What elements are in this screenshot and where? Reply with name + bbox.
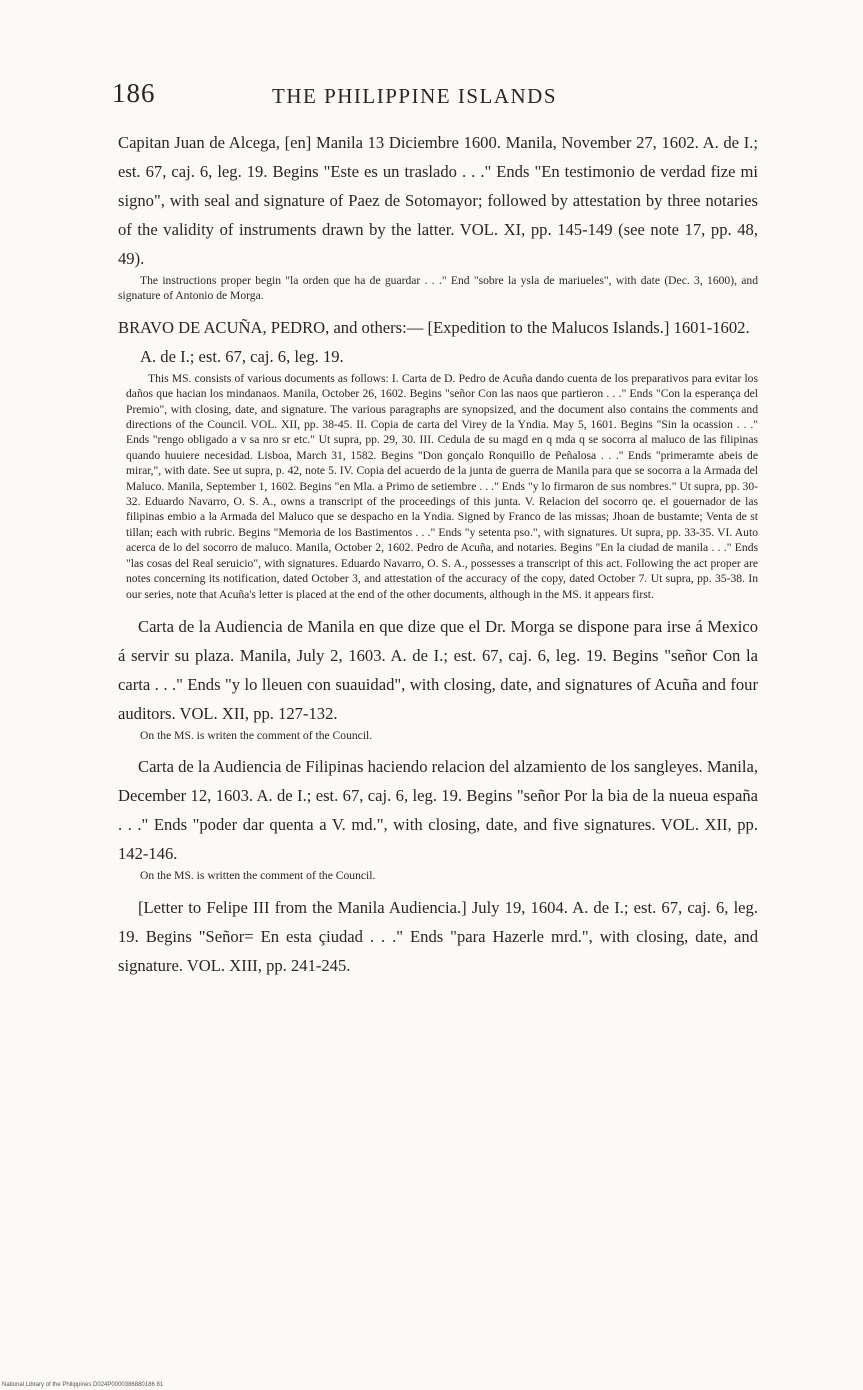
entry-text: Carta de la Audiencia de Filipinas haciendo relacion del alzamiento de los sangleyes. Manila, December 12, 1603. A. de I.; est. 67, caj. 6, leg. 19. Begins "señor Por la bia de la nueua españa . . ." Ends "poder dar quenta a V. md.", with closing, date, and five signatures. VOL. XII, pp. 142-146. xyxy=(118,757,758,864)
page-body xyxy=(118,128,758,980)
entry-text: BRAVO DE ACUÑA, PEDRO, and others:— [Expedition to the Malucos Islands.] 1601-1602. A. de I.; est. 67, caj. 6, leg. 19. xyxy=(118,317,750,366)
running-title: THE PHILIPPINE ISLANDS xyxy=(272,84,557,108)
entry-note: On the MS. is writen the comment of the Council. xyxy=(140,728,373,742)
scan-footer: National Library of the Philippines D024P0000386880186 81 xyxy=(2,1382,164,1388)
entry-note: On the MS. is written the comment of the Council. xyxy=(140,869,376,883)
page-number: 186 xyxy=(112,78,156,108)
entry-text: [Letter to Felipe III from the Manila Audiencia.] July 19, 1604. A. de I.; est. 67, caj. 6, leg. 19. Begins "Señor= En esta çiudad . . ." Ends "para Hazerle mrd.", with closing, date, and signature. VOL. XIII, pp. 241-245. xyxy=(118,897,758,975)
entry-text: Carta de la Audiencia de Manila en que dize que el Dr. Morga se dispone para irse á Mexico á servir su plaza. Manila, July 2, 1603. A. de I.; est. 67, caj. 6, leg. 19. Begins "señor Con la carta . . ." Ends "y lo lleuen con suauidad", with closing, date, and signatures of Acuña and four auditors. VOL. XII, pp. 127-132. xyxy=(118,616,758,723)
page-header xyxy=(112,78,762,118)
entry-note: The instructions proper begin "la orden que ha de guardar . . ." End "sobre la ysla de mariueles", with date (Dec. 3, 1600), and signature of Antonio de Morga. xyxy=(118,274,758,303)
entry-note: This MS. consists of various documents as follows: I. Carta de D. Pedro de Acuña dando cuenta de los preparativos para evitar los daños que hacian los mindanaos. Manila, October 26, 1602. Begins "señor Con las naos que partieron . . ." Ends "Con la esperança del Premio", with closing, date, and signature. The various paragraphs are synopsized, and the document also contains the comments and directions of the Council. VOL. XII, pp. 38-45. II. Copia de carta del Virey de la Yndia. May 5, 1601. Begins "Sin la ocassion . . ." Ends "rengo obligado a v sa nro sr etc." Ut supra, pp. 29, 30. III. Cedula de su magd en q mda q se socorra al maluco de las filipinas quando huuiere necesidad. Lisboa, March 31, 1582. Begins "Don gonçalo Ronquillo de Peñalosa . . ." Ends "primeramte abeis de mirar,", with date. See ut supra, p. 42, note 5. IV. Copia del acuerdo de la junta de guerra de Manila para que se socorra a la Armada del Maluco. Manila, September 1, 1602. Begins "en Mla. a Primo de setiembre . . ." Ends "y lo firmaron de sus nombres." Ut supra, pp. 30-32. Eduardo Navarro, O. S. A., owns a transcript of the proceedings of this junta. V. Relacion del socorro qe. el gouernador de las filipinas embio a la Armada del Maluco que se despacho en la Yndia. Signed by Franco de las missas; Jhoan de bustamte; Venta de st tillan; each with rubric. Begins "Memoria de los Bastimentos . . ." Ends "y setenta pso.", with signatures. Ut supra, pp. 33-35. VI. Auto acerca de lo del socorro de maluco. Manila, October 2, 1602. Pedro de Acuña, and notaries. Begins "En la ciudad de manila . . ." Ends "las cosas del Real seruicio", with signatures. Eduardo Navarro, O. S. A., possesses a transcript of this act. Following the act proper are notes concerning its notification, dated October 3, and attestation of the accuracy of the copy, dated October 7. Ut supra, pp. 35-38. In our series, note that Acuña's letter is placed at the end of the other documents, although in the MS. it appears first. xyxy=(126,371,758,601)
entry-text: Capitan Juan de Alcega, [en] Manila 13 Diciembre 1600. Manila, November 27, 1602. A. de I.; est. 67, caj. 6, leg. 19. Begins "Este es un traslado . . ." Ends "En testimonio de verdad fize mi signo", with seal and signature of Paez de Sotomayor; followed by attestation by three notaries of the validity of instruments drawn by the latter. VOL. XI, pp. 145-149 (see note 17, pp. 48, 49). xyxy=(118,133,758,268)
